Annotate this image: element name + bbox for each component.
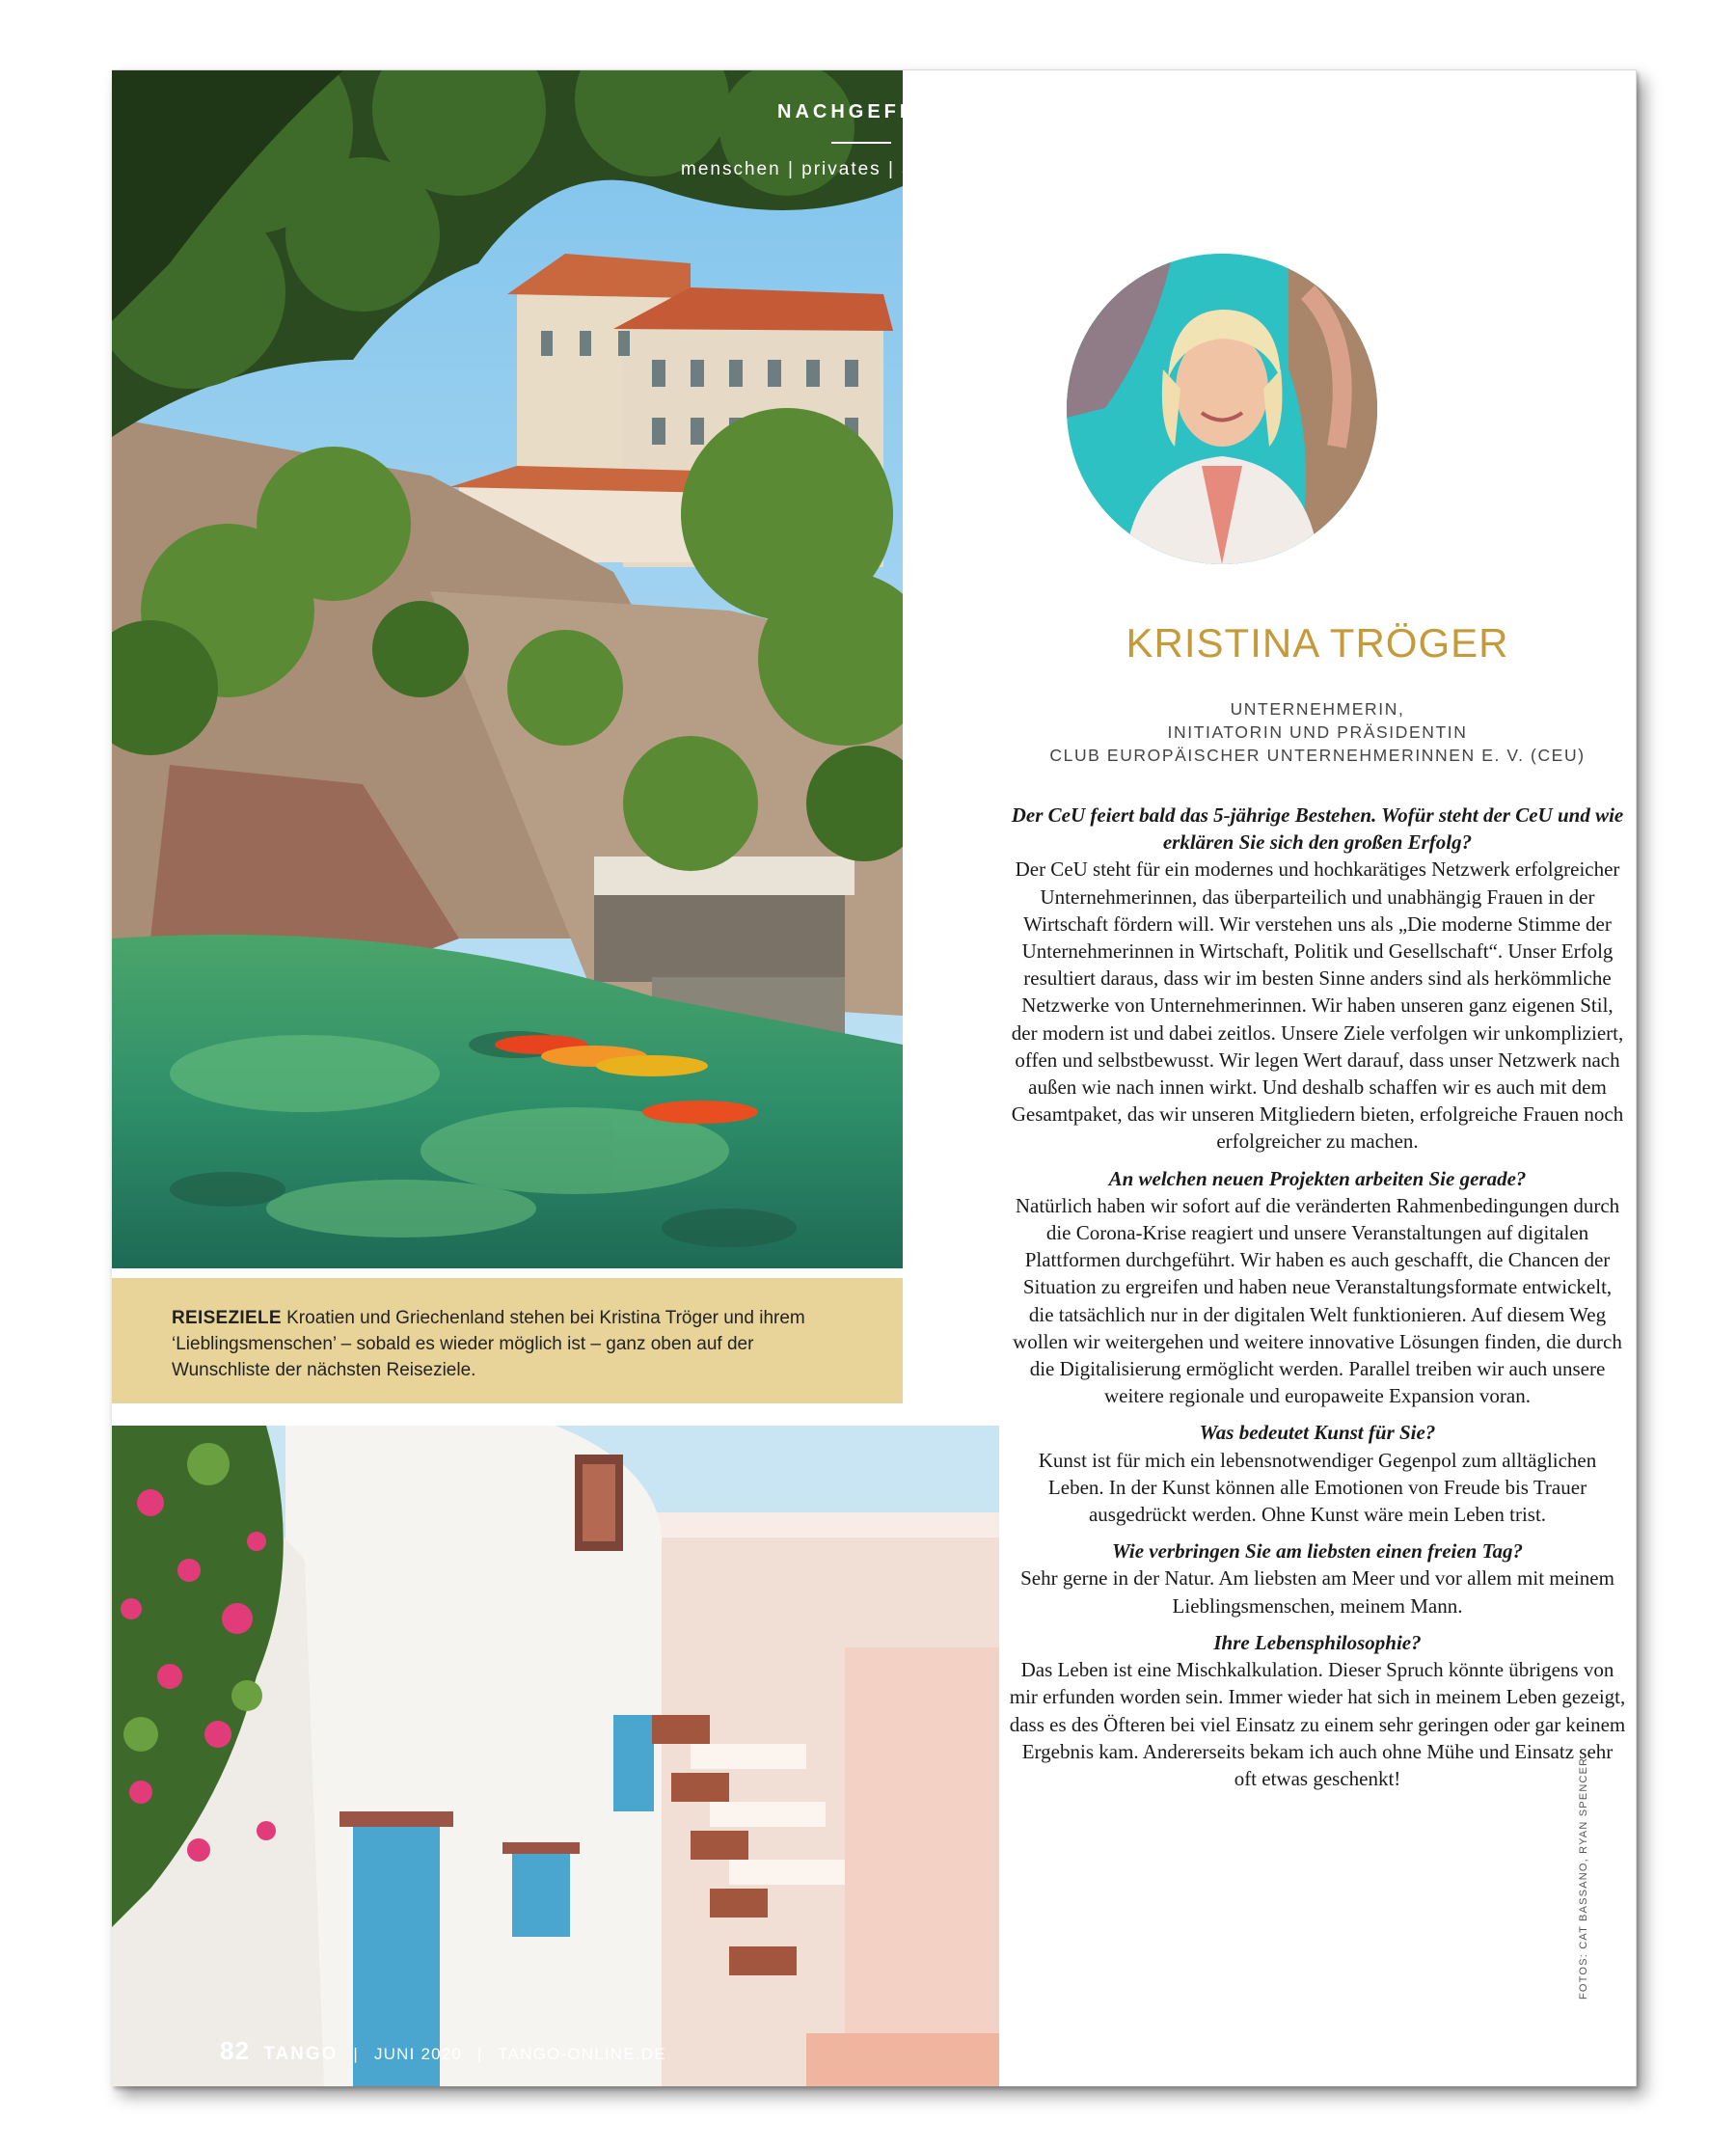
greece-houses-photo xyxy=(112,1426,999,2086)
question: Der CeU feiert bald das 5-jährige Bestehen. Wofür steht der CeU und wie erklären Sie sich den großen Erfolg? xyxy=(1011,803,1624,855)
section-divider xyxy=(831,142,891,144)
role-line: CLUB EUROPÄISCHER UNTERNEHMERINNEN E. V. (CEU) xyxy=(1049,746,1586,765)
person-roles xyxy=(999,697,1636,767)
question: An welchen neuen Projekten arbeiten Sie gerade? xyxy=(1108,1166,1527,1190)
section-title: NACHGEFRAGT xyxy=(777,101,970,122)
question: Was bedeutet Kunst für Sie? xyxy=(1199,1421,1436,1445)
question: Ihre Lebensphilosophie? xyxy=(1213,1630,1422,1654)
question: Wie verbringen Sie am liebsten einen freien Tag? xyxy=(1111,1539,1524,1564)
answer: Kunst ist für mich ein lebensnotwendiger Gegenpol zum alltäglichen Leben. In der Kunst können alle Emotionen von Freude bis Trauer ausgedrückt werden. Ohne Kunst wäre mein Leben trist. xyxy=(1038,1448,1597,1527)
caption-text: Kroatien und Griechenland stehen bei Kristina Tröger und ihrem ‘Lieblingsmenschen’ – sobald es wieder möglich ist – ganz oben auf der Wunschliste der nächsten Reiseziele. xyxy=(172,1308,805,1380)
page-white-area xyxy=(903,70,999,230)
footer-separator: | xyxy=(477,2045,483,2063)
magazine-page xyxy=(112,69,1637,2086)
answer: Der CeU steht für ein modernes und hochkarätiges Netzwerk erfolgreicher Unternehmerinnen, das überparteilich und unabhängig Frauen in der Wirtschaft fördern will. Wir verstehen uns als „Die moderne Stimme der Unternehmerinnen in Wirtschaft, Politik und Gesellschaft“. Unser Erfolg resultiert daraus, dass wir im besten Sinne anders sind als herkömmliche Netzwerke von Unternehmerinnen. Wir haben unseren ganz eigenen Stil, der modern ist und dabei zeitlos. Unsere Ziele verfolgen wir unkompliziert, offen und selbstbewusst. Wir legen Wert darauf, dass unser Netzwerk nach außen wie nach innen wirkt. Und deshalb schaffen wir es auch mit dem Gesamtpaket, das wir unseren Mitgliedern bieten, erfolgreiche Frauen noch erfolgreicher zu machen. xyxy=(1011,857,1624,1154)
footer-separator: | xyxy=(353,2045,360,2063)
answer: Sehr gerne in der Natur. Am liebsten am Meer und vor allem mit meinem Lieblingsmenschen, meinem Mann. xyxy=(1020,1566,1614,1618)
role-line: INITIATORIN UND PRÄSIDENTIN xyxy=(1167,722,1468,742)
page-footer xyxy=(220,2036,760,2066)
magazine-brand: TANGO xyxy=(263,2044,339,2064)
person-name: KRISTINA TRÖGER xyxy=(1126,620,1509,666)
interview-text xyxy=(1009,802,1626,1802)
photo-credit: FOTOS: CAT BASSANO, RYAN SPENCER xyxy=(1578,1756,1589,1999)
portrait-photo xyxy=(1067,254,1377,564)
photo-caption xyxy=(112,1278,903,1403)
page-number: 82 xyxy=(220,2036,251,2065)
role-line: UNTERNEHMERIN, xyxy=(1230,699,1405,719)
section-subtitle: menschen | privates | sichtweisen xyxy=(681,159,1018,179)
answer: Natürlich haben wir sofort auf die veränderten Rahmenbedingungen durch die Corona-Krise reagiert und unsere Veranstaltungen auf digitalen Plattformen durchgeführt. Wir haben es auch geschafft, die Chancen der Situation zu ergreifen und haben neue Veranstaltungsformate entwickelt, die tatsächlich nur in der digitalen Welt funktionieren. Auf diesem Weg wollen wir weitergehen und weitere innovative Lösungen finden, die durch die Digitalisierung ermöglicht werden. Parallel treiben wir auch unsere weitere regionale und europaweite Expansion voran. xyxy=(1013,1193,1622,1408)
caption-lead: REISEZIELE xyxy=(172,1308,282,1328)
website: TANGO-ONLINE.DE xyxy=(498,2045,666,2063)
answer: Das Leben ist eine Mischkalkulation. Dieser Spruch könnte übrigens von mir erfunden worden sein. Immer wieder hat sich in meinem Leben gezeigt, dass es des Öfteren bei viel Einsatz zu einem sehr geringen oder gar keinem Ergebnis kam. Andererseits bekam ich auch ohne Mühe und Einsatz sehr oft etwas geschenkt! xyxy=(1009,1658,1626,1790)
croatia-coast-photo xyxy=(112,70,903,1268)
issue-date: JUNI 2020 xyxy=(373,2045,463,2063)
